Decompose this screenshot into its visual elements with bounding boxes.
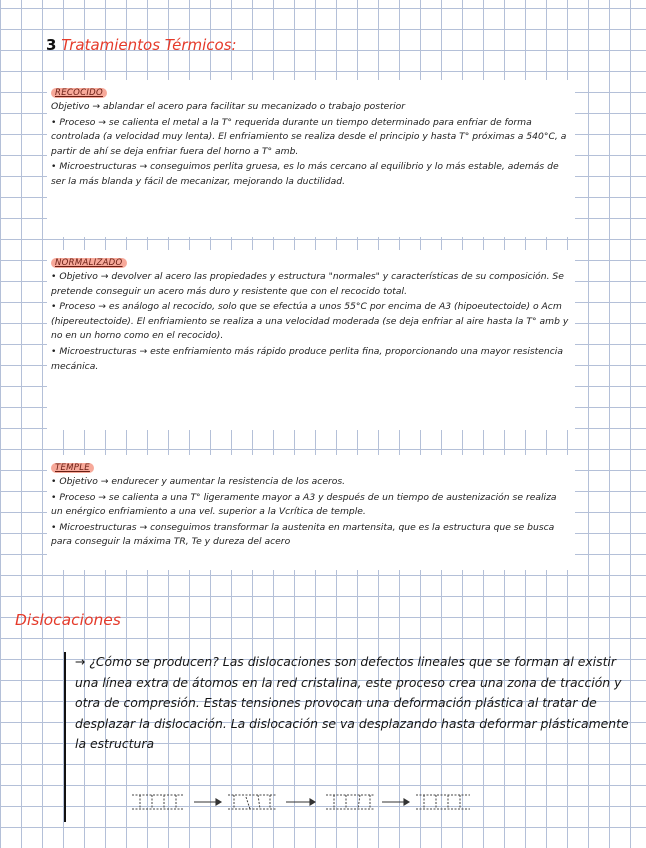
temple-card — [47, 455, 575, 570]
arrow-icon — [194, 799, 221, 805]
normalizado-process: • Proceso → es análogo al recocido, solo que se efectúa a unos 55°C por encima de A3 (hipoeutectoide) o Acm (hipereutectoide). El enfriamiento se realiza a una velocidad moderada (se deja enfriar al aire hasta la T° amb y no en un horno como en el recocido). — [51, 301, 569, 342]
recocido-objective: Objetivo → ablandar el acero para facilitar su mecanizado o trabajo posterior — [51, 101, 406, 112]
dislocaciones-text: → ¿Cómo se producen? Las dislocaciones son defectos lineales que se forman al existir una línea extra de átomos en la red cristalina, este proceso crea una zona de tracción y otra de compresión. Estas tensiones provocan una deformación plástica al tratar de desplazar la dislocación. La dislocación se va desplazando hasta deformar plásticamente la estructura — [75, 654, 629, 751]
normalizado-tag: NORMALIZADO — [51, 258, 127, 268]
recocido-card — [47, 80, 575, 237]
lattice-step-2 — [228, 795, 276, 809]
temple-tag: TEMPLE — [51, 463, 94, 473]
lattice-step-1 — [132, 795, 184, 809]
dislocation-diagram — [120, 789, 510, 815]
temple-microstructure: • Microestructuras → conseguimos transformar la austenita en martensita, que es la estructura que se busca para conseguir la máxima TR, Te y dureza del acero — [51, 521, 555, 548]
lattice-step-4 — [416, 795, 470, 809]
temple-process: • Proceso → se calienta a una T° ligeramente mayor a A3 y después de un tiempo de austenización se realiza un enérgico enfriamiento a una vel. superior a la Vcrítica de temple. — [51, 491, 557, 518]
margin-line — [64, 652, 66, 822]
arrow-icon — [382, 799, 409, 805]
section-title: Tratamientos Térmicos: — [61, 36, 237, 54]
normalizado-microstructure: • Microestructuras → este enfriamiento más rápido produce perlita fina, proporcionando una mayor resistencia mecánica. — [51, 345, 563, 372]
recocido-microstructure: • Microestructuras → conseguimos perlita gruesa, es lo más cercano al equilibrio y lo más estable, además de ser la más blanda y fácil de mecanizar, mejorando la ductilidad. — [51, 161, 559, 187]
arrow-icon — [286, 799, 315, 805]
recocido-process: • Proceso → se calienta el metal a la T° requerida durante un tiempo determinado para enfriar de forma controlada (a velocidad muy lenta). El enfriamiento se realiza desde el principio y hasta T° próximas a 540°C, a partir de ahí se deja enfriar fuera del horno a T° amb. — [51, 116, 567, 157]
lattice-step-3 — [326, 795, 374, 809]
section-heading — [46, 36, 237, 54]
recocido-tag: RECOCIDO — [51, 88, 107, 98]
section-number: 3 — [46, 36, 57, 54]
dislocaciones-title: Dislocaciones — [15, 611, 121, 629]
normalizado-objective: • Objetivo → devolver al acero las propiedades y estructura "normales" y características de su composición. Se pretende conseguir un acero más duro y resistente que con el recocido total. — [51, 271, 564, 297]
normalizado-card — [47, 250, 575, 430]
temple-objective: • Objetivo → endurecer y aumentar la resistencia de los aceros. — [51, 476, 346, 487]
